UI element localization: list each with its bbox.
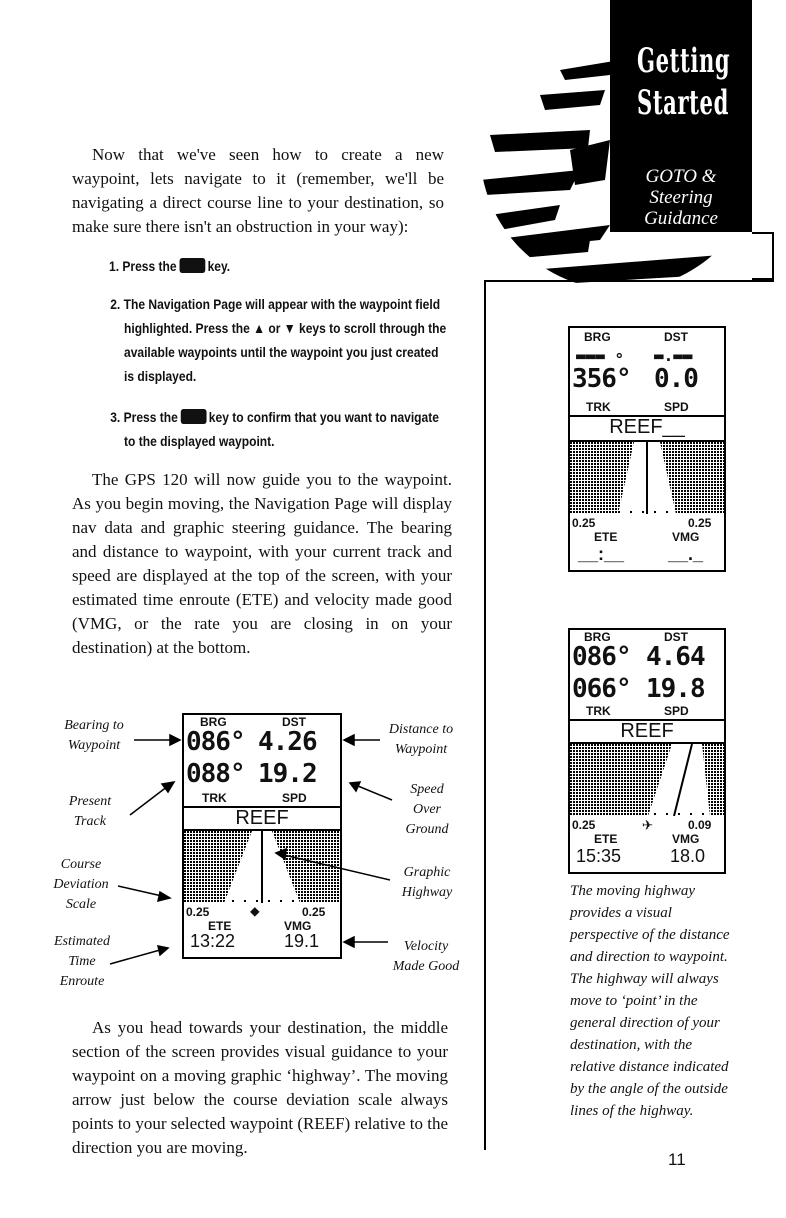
trk-label: TRK bbox=[586, 704, 611, 718]
callout-speed: Speed Over Ground bbox=[405, 782, 449, 837]
step-3-text: 3. Press the bbox=[110, 409, 178, 425]
section-title-line2: Started bbox=[636, 83, 729, 123]
brg-label: BRG bbox=[584, 630, 611, 644]
distance-value: 4.26 bbox=[258, 727, 317, 757]
callout-distance: Distance to Waypoint bbox=[388, 722, 454, 757]
dst-label: DST bbox=[282, 715, 306, 729]
spd-label: SPD bbox=[282, 791, 307, 805]
vmg-label: VMG bbox=[284, 919, 312, 933]
vmg-label: VMG bbox=[672, 832, 700, 846]
vmg-value: 18.0 bbox=[670, 846, 706, 866]
ete-label: ETE bbox=[594, 832, 618, 846]
callout-vmg: Velocity Made Good bbox=[392, 939, 460, 974]
subtitle-line1: GOTO & bbox=[645, 166, 717, 187]
intro-paragraph: Now that we've seen how to create a new waypoint, lets navigate to it (remember, we'll be navigating a direct course line to your destination, so make sure there isn't an obstruction in your way): bbox=[72, 145, 444, 236]
vmg-label: VMG bbox=[672, 530, 700, 544]
speed-value: 19.2 bbox=[258, 759, 317, 789]
scale-right: 0.25 bbox=[688, 516, 712, 530]
ete-value: 15:35 bbox=[576, 846, 622, 866]
nav-screen-moving bbox=[568, 628, 726, 874]
spd-label: SPD bbox=[664, 704, 689, 718]
trk-label: TRK bbox=[586, 400, 611, 414]
step-1-text: 1. Press the bbox=[109, 258, 177, 274]
subtitle-line2: Steering bbox=[649, 187, 713, 208]
scale-right: 0.09 bbox=[688, 818, 712, 832]
track-value: 066° bbox=[572, 674, 631, 704]
body-paragraph: The GPS 120 will now guide you to the waypoint. As you begin moving, the Navigation Page will display nav data and graphic steering guidance. The bearing and distance to waypoint, with your current track and speed are displayed at the top of the screen, with your estimated time enroute (ETE) and velocity made good (VMG, or the rate you are closing in on your destination) at the bottom. bbox=[72, 470, 452, 657]
track-value: 088° bbox=[186, 759, 245, 789]
step-2: 2. The Navigation Page will appear with the waypoint field highlighted. Press the ▲ or ▼ keys to scroll through the available waypoints until the waypoint you just created is displayed. bbox=[110, 296, 447, 384]
bearing-value: 356° bbox=[572, 364, 631, 394]
step-1-text-end: key. bbox=[207, 258, 231, 274]
vmg-value: 19.1 bbox=[284, 931, 320, 951]
callout-bearing: Bearing to Waypoint bbox=[64, 718, 124, 753]
graphic-highway bbox=[570, 442, 724, 514]
spd-label: SPD bbox=[664, 400, 689, 414]
ete-value: 13:22 bbox=[190, 931, 236, 951]
waypoint-name: REEF bbox=[620, 720, 674, 742]
subtitle-line3: Guidance bbox=[644, 208, 718, 229]
section-title-line1: Getting bbox=[636, 41, 731, 81]
graphic-highway bbox=[570, 744, 724, 816]
bearing-value: 086° bbox=[186, 727, 245, 757]
callout-cdi: Course Deviation Scale bbox=[53, 857, 109, 912]
scale-left: 0.25 bbox=[572, 516, 596, 530]
brg-label: BRG bbox=[584, 330, 611, 344]
waypoint-name-field: REEF__ bbox=[609, 416, 685, 438]
callout-highway: Graphic Highway bbox=[401, 865, 453, 900]
scale-left: 0.25 bbox=[572, 818, 596, 832]
ete-value: __:__ bbox=[578, 544, 625, 564]
brg-dashes: ▬▬▬ ∘ bbox=[576, 346, 625, 365]
steering-arrow-icon: ✈ bbox=[642, 814, 653, 835]
scale-right: 0.25 bbox=[302, 905, 326, 919]
dst-label: DST bbox=[664, 330, 688, 344]
nav-screen-stationary bbox=[568, 326, 726, 572]
speed-value: 19.8 bbox=[646, 674, 705, 704]
callout-track: Present Track bbox=[68, 794, 112, 829]
dst-dashes: ▬.▬▬ bbox=[654, 346, 693, 365]
scale-left: 0.25 bbox=[186, 905, 210, 919]
step-3-text-end: key to confirm that you want to navigate to the displayed waypoint. bbox=[124, 409, 439, 449]
vmg-value: __._ bbox=[668, 544, 704, 564]
figure-caption: The moving highway provides a visual perspective of the distance and direction to waypoint. The highway will always move to ‘point’ in the general direction of your destination, with the relative distance indicated by the angle of the outside lines of the highway. bbox=[570, 883, 730, 1119]
steering-arrow-icon: ◆ bbox=[250, 901, 260, 920]
waypoint-name: REEF bbox=[235, 807, 289, 829]
brg-label: BRG bbox=[200, 715, 227, 729]
ete-label: ETE bbox=[208, 919, 232, 933]
distance-value: 4.64 bbox=[646, 642, 705, 672]
bearing-value: 086° bbox=[572, 642, 631, 672]
dst-label: DST bbox=[664, 630, 688, 644]
distance-value: 0.0 bbox=[654, 364, 698, 394]
body-paragraph-guidance: As you head towards your destination, the middle section of the screen provides visual guidance to your waypoint on a moving graphic ‘highway’. The moving arrow just below the course deviation scale always points to your selected waypoint (REEF) relative to the direction you are moving. bbox=[72, 1018, 448, 1157]
ete-label: ETE bbox=[594, 530, 618, 544]
page-number: 11 bbox=[668, 1150, 686, 1169]
trk-label: TRK bbox=[202, 791, 227, 805]
callout-ete: Estimated Time Enroute bbox=[54, 934, 110, 989]
